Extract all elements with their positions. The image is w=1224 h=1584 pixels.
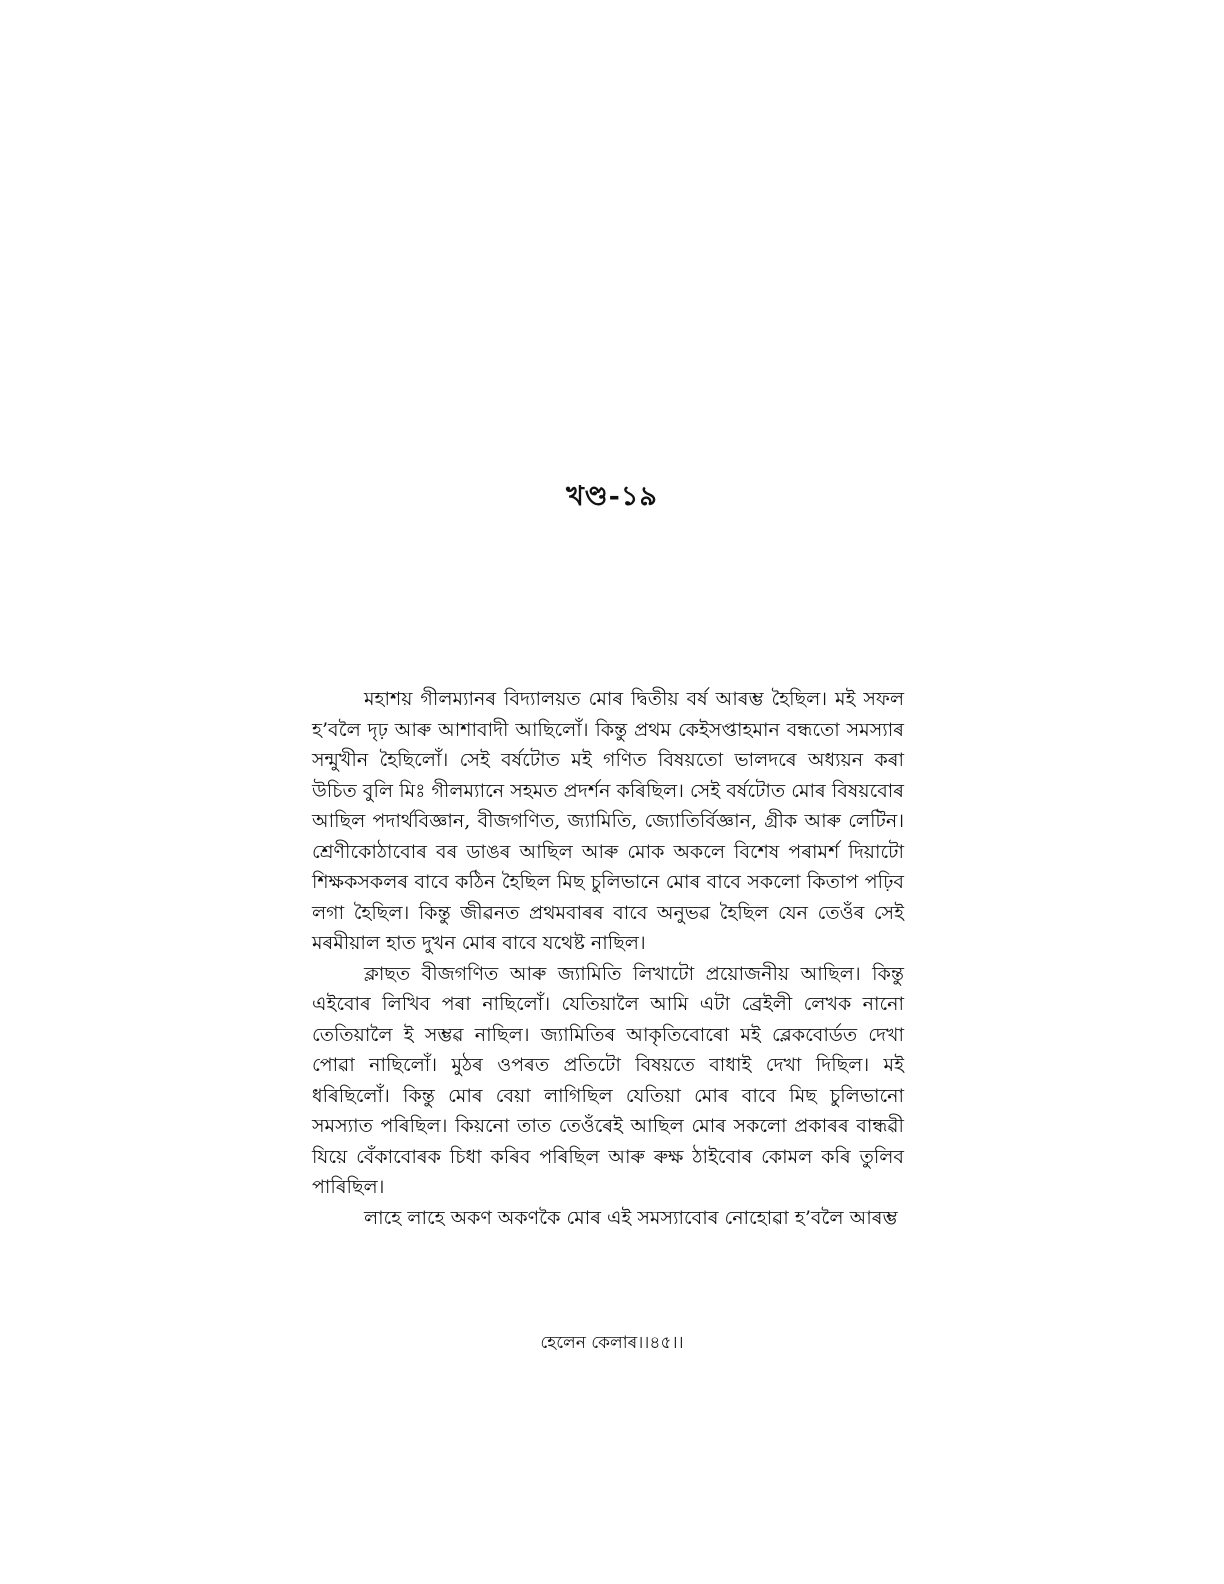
paragraph: লাহে লাহে অকণ অকণকৈ মোৰ এই সমস্যাবোৰ নোহোৱা হ’বলৈ আৰম্ভ bbox=[364, 1206, 898, 1229]
body-text bbox=[312, 684, 904, 1233]
chapter-title: খণ্ড-১৯ bbox=[566, 481, 658, 512]
paragraph: ক্লাছত বীজগণিত আৰু জ্যামিতি লিখাটো প্ৰয়োজনীয় আছিল। কিন্তু এইবোৰ লিখিব পৰা নাছিলোঁ। যেতিয়ালৈ আমি এটা ব্ৰেইলী লেখক নানো তেতিয়ালৈ ই সম্ভৱ নাছিল। জ্যামিতিৰ আকৃতিবোৰো মই ব্লেকবোৰ্ডত দেখা পোৱা নাছিলোঁ। মুঠৰ ওপৰত প্ৰতিটো বিষয়তে বাধাই দেখা দিছিল। মই ধৰিছিলোঁ। কিন্তু মোৰ বেয়া লাগিছিল যেতিয়া মোৰ বাবে মিছ চুলিভানো সমস্যাত পৰিছিল। কিয়নো তাত তেওঁৰেই আছিল মোৰ সকলো প্ৰকাৰৰ বান্ধৱী যিয়ে বেঁকাবোৰক চিধা কৰিব পৰিছিল আৰু ৰুক্ষ ঠাইবোৰ কোমল কৰি তুলিব পাৰিছিল। bbox=[312, 962, 904, 1198]
paragraph: মহাশয় গীলম্যানৰ বিদ্যালয়ত মোৰ দ্বিতীয় বৰ্ষ আৰম্ভ হৈছিল। মই সফল হ’বলৈ দৃঢ় আৰু আশাবাদী আছিলোঁ। কিন্তু প্ৰথম কেইসপ্তাহমান বন্ধতো সমস্যাৰ সন্মুখীন হৈছিলোঁ। সেই বৰ্ষটোত মই গণিত বিষয়তো ভালদৰে অধ্যয়ন কৰা উচিত বুলি মিঃ গীলম্যানে সহমত প্ৰদৰ্শন কৰিছিল। সেই বৰ্ষটোত মোৰ বিষয়বোৰ আছিল পদাৰ্থবিজ্ঞান, বীজগণিত, জ্যামিতি, জ্যোতিৰ্বিজ্ঞান, গ্ৰীক আৰু লেটিন। শ্ৰেণীকোঠাবোৰ বৰ ডাঙৰ আছিল আৰু মোক অকলে বিশেষ পৰামৰ্শ দিয়াটো শিক্ষকসকলৰ বাবে কঠিন হৈছিল মিছ চুলিভানে মোৰ বাবে সকলো কিতাপ পঢ়িব লগা হৈছিল। কিন্তু জীৱনত প্ৰথমবাৰৰ বাবে অনুভৱ হৈছিল যেন তেওঁৰ সেই মৰমীয়াল হাত দুখন মোৰ বাবে যথেষ্ট নাছিল। bbox=[312, 688, 904, 954]
page-footer: হেলেন কেলাৰ।।৪৫।। bbox=[540, 1333, 684, 1353]
